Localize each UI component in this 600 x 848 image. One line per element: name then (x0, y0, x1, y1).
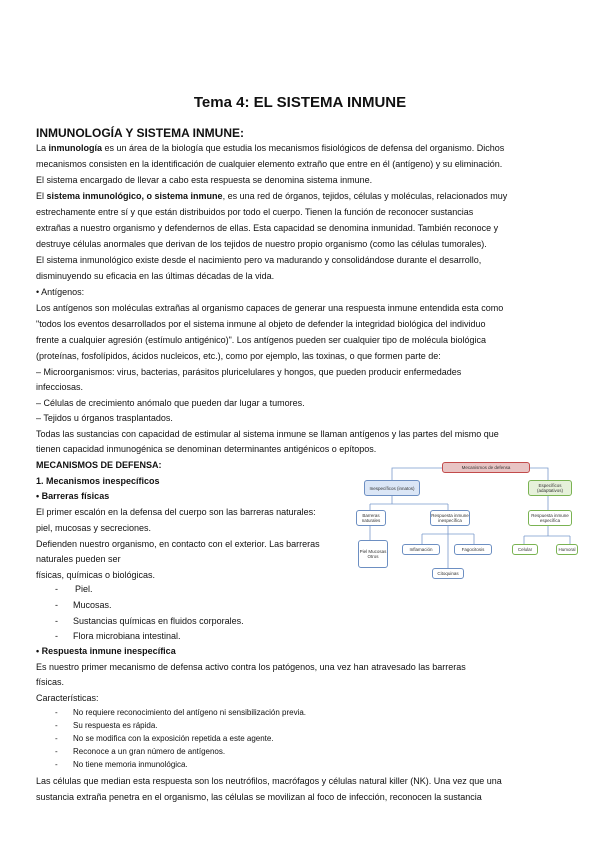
paragraph-line: (proteínas, fosfolípidos, ácidos nucleicos, etc.), como por ejemplo, las toxinas, o que formen parte de: (36, 351, 441, 361)
diagram-node-citoquinas: Citoquinas (432, 568, 464, 579)
list-item: - Piel. (55, 584, 93, 594)
paragraph-line: – Células de crecimiento anómalo que pueden dar lugar a tumores. (36, 398, 305, 408)
paragraph-line: La inmunología es un área de la biología que estudia los mecanismos fisiológicos de defensa del organismo. Dichos (36, 143, 505, 153)
section-heading: INMUNOLOGÍA Y SISTEMA INMUNE: (36, 126, 245, 140)
list-item: - No se modifica con la exposición repetida a este agente. (55, 734, 274, 743)
list-item: - Su respuesta es rápida. (55, 721, 158, 730)
diagram-node-barreras: Barreras naturales (356, 510, 386, 526)
list-item: - Reconoce a un gran número de antígenos. (55, 747, 226, 756)
diagram-node-respuesta-especifica: Respuesta inmune específica (528, 510, 572, 526)
diagram-node-especificos: Específicos (adaptativos) (528, 480, 572, 496)
list-item: - No tiene memoria inmunológica. (55, 760, 188, 769)
paragraph-line: El sistema encargado de llevar a cabo esta respuesta se denomina sistema inmune. (36, 175, 373, 185)
bullet-heading: • Antígenos: (36, 287, 85, 297)
paragraph-line: Es nuestro primer mecanismo de defensa activo contra los patógenos, una vez han atravesado las barreras (36, 662, 466, 672)
bullet-heading: • Respuesta inmune inespecífica (36, 646, 176, 656)
paragraph-line: mecanismos consisten en la identificación de cualquier elemento extraño que entre en él (antígeno) y su eliminación. (36, 159, 503, 169)
paragraph-line: extrañas a nuestro organismo y defendernos de ellas. Esta capacidad se denomina inmunidad. También reconoce y (36, 223, 499, 233)
list-item: - No requiere reconocimiento del antígeno ni sensibilización previa. (55, 708, 307, 717)
diagram-node-piel: Piel Mucosas Otros (358, 540, 388, 568)
list-item: - Sustancias químicas en fluidos corporales. (55, 616, 244, 626)
diagram-node-respuesta-inespecifica: Respuesta inmune inespecífica (430, 510, 470, 526)
paragraph-line: físicas, químicas o biológicas. (36, 570, 156, 580)
paragraph-line: disminuyendo su eficacia en las últimas décadas de la vida. (36, 271, 275, 281)
paragraph-line: Las células que median esta respuesta son los neutrófilos, macrófagos y células natural killer (NK). Una vez que una (36, 776, 502, 786)
paragraph-line: – Microorganismos: virus, bacterias, parásitos pluricelulares y hongos, que pueden producir enfermedades (36, 367, 462, 377)
paragraph-line: infecciosas. (36, 382, 84, 392)
bullet-heading: • Barreras físicas (36, 491, 110, 501)
paragraph-line: El sistema inmunológico, o sistema inmune, es una red de órganos, tejidos, células y moléculas, relacionados muy (36, 191, 508, 201)
subheading: 1. Mecanismos inespecíficos (36, 476, 160, 486)
paragraph-line: El sistema inmunológico existe desde el nacimiento pero va madurando y consolidándose durante el desarrollo, (36, 255, 482, 265)
paragraph-line: Los antígenos son moléculas extrañas al organismo capaces de generar una respuesta inmune entendida esta como (36, 303, 504, 313)
diagram-node-fagocitosis: Fagocitosis (454, 544, 492, 555)
diagram-node-inespecificos: Inespecíficos (innatos) (364, 480, 420, 496)
paragraph-line: destruye células anormales que derivan de los tejidos de nuestro propio organismo (como las células tumorales). (36, 239, 487, 249)
paragraph-line: frente a cualquier agresión (estímulo antigénico)". Los antígenos pueden ser cualquier tipo de molécula biológica (36, 335, 486, 345)
paragraph-line: sustancia extraña penetra en el organismo, las células se movilizan al foco de infección, reconocen la sustancia (36, 792, 482, 802)
paragraph-line: "todos los eventos desarrollados por el sistema inmune al objeto de defender la integridad biológica del individuo (36, 319, 486, 329)
list-item: - Mucosas. (55, 600, 112, 610)
paragraph-line: tienen capacidad inmunogénica se denominan determinantes antigénicos o epítopos. (36, 444, 377, 454)
paragraph-line: estrechamente entre sí y que están distribuidos por todo el cuerpo. Tienen la función de reconocer sustancias (36, 207, 474, 217)
paragraph-line: – Tejidos u órganos trasplantados. (36, 413, 173, 423)
mecanismos-heading: MECANISMOS DE DEFENSA: (36, 460, 162, 470)
paragraph-line: piel, mucosas y secreciones. (36, 523, 152, 533)
diagram-node-inflamacion: Inflamación (402, 544, 440, 555)
paragraph-line: físicas. (36, 677, 65, 687)
paragraph-line: El primer escalón en la defensa del cuerpo son las barreras naturales: (36, 507, 316, 517)
diagram-node-root: Mecanismos de defensa (442, 462, 530, 473)
paragraph-line: Defienden nuestro organismo, en contacto con el exterior. Las barreras (36, 539, 320, 549)
list-item: - Flora microbiana intestinal. (55, 631, 181, 641)
paragraph-line: Todas las sustancias con capacidad de estimular al sistema inmune se llaman antígenos y las partes del mismo que (36, 429, 499, 439)
defense-mechanisms-diagram (352, 460, 578, 585)
page-title: Tema 4: EL SISTEMA INMUNE (193, 94, 407, 111)
diagram-node-celular: Celular (512, 544, 538, 555)
paragraph-line: naturales pueden ser (36, 554, 121, 564)
paragraph-line: Características: (36, 693, 99, 703)
diagram-node-humoral: Humoral (556, 544, 578, 555)
